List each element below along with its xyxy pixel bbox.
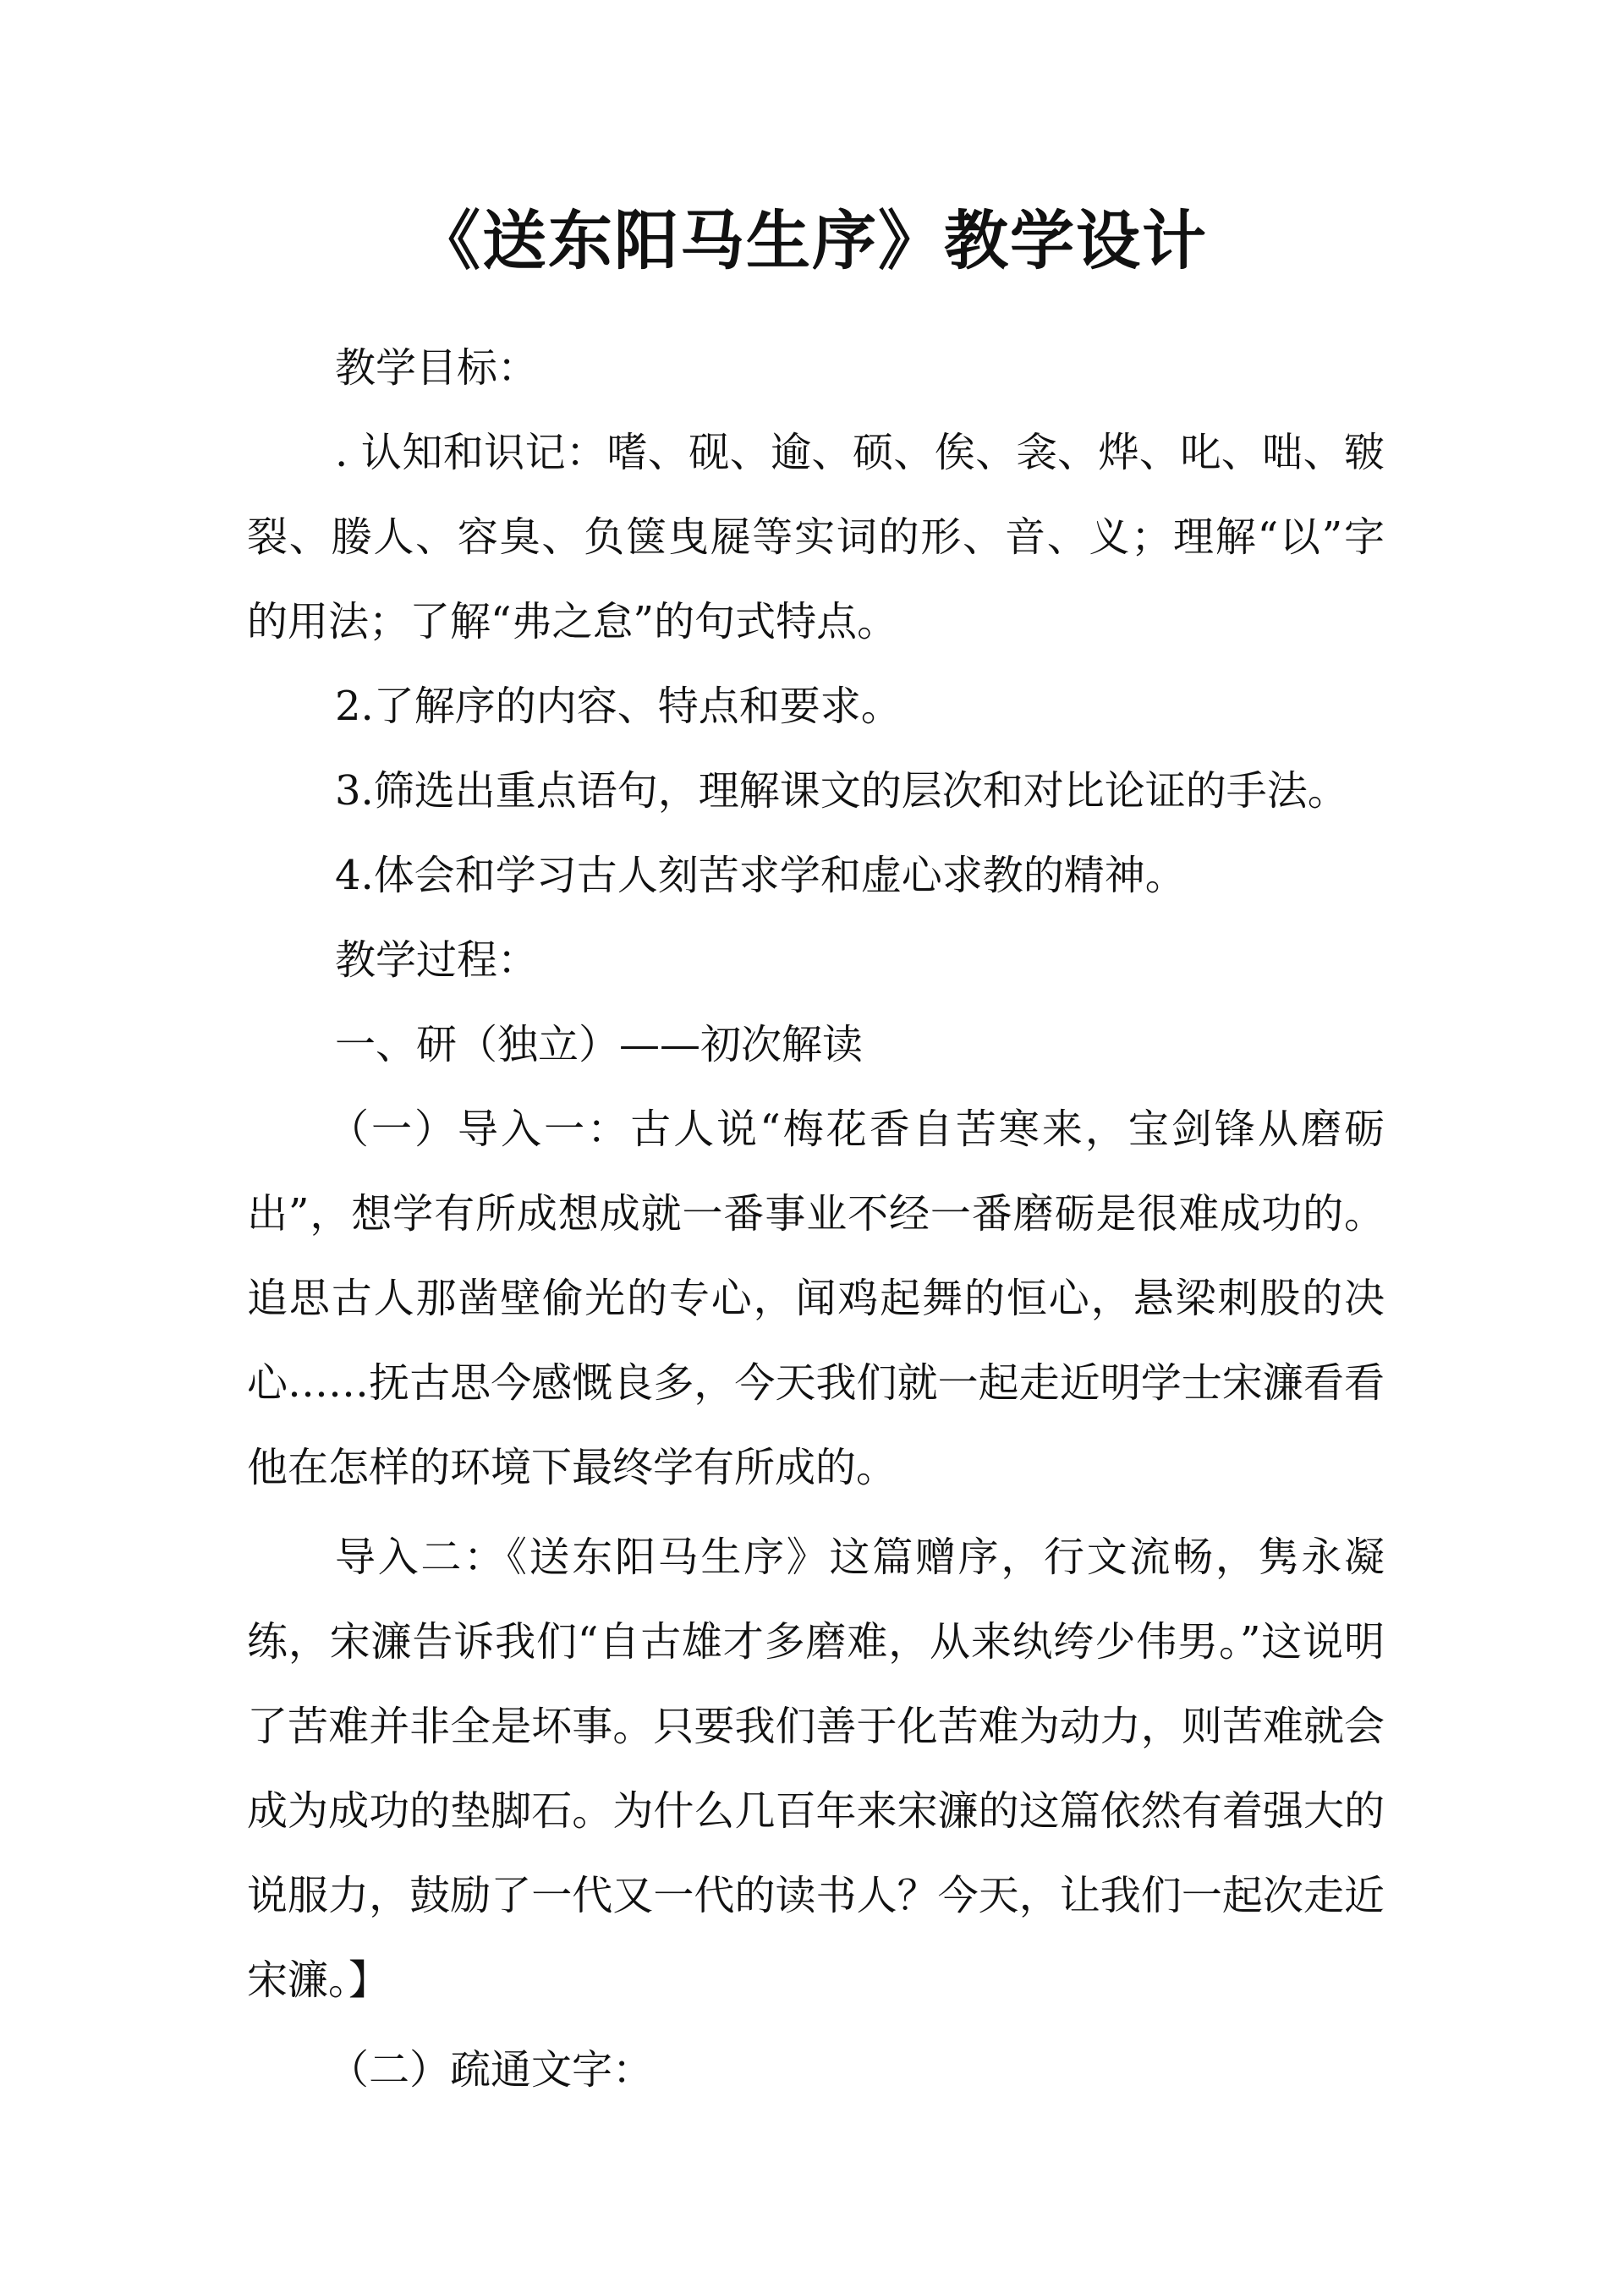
paragraph-section-one-heading: 一、研（独立）——初次解读 xyxy=(335,1021,864,1068)
paragraph-introduction-two: 导入二：《送东阳马生序》这篇赠序，行文流畅，隽永凝练，宋濂告诉我们“自古雄才多磨难，从来纨绔少伟男。”这说明了苦难并非全是坏事。只要我们善于化苦难为动力，则苦难就会成为成功的垫脚石。为什么几百年来宋濂的这篇依然有着强大的说服力，鼓励了一代又一代的读书人？今天，让我们一起次走近宋濂。】 xyxy=(247,1534,1385,2004)
document-body xyxy=(247,326,1385,2112)
paragraph-teaching-goals-heading: 教学目标： xyxy=(335,344,539,392)
paragraph-introduction-one: （一）导入一：古人说“梅花香自苦寒来，宝剑锋从磨砺出”，想学有所成想成就一番事业不经一番磨砺是很难成功的。追思古人那凿壁偷光的专心，闻鸡起舞的恒心，悬梁刺股的决心……抚古思今感慨良多，今天我们就一起走近明学士宋濂看看他在怎样的环境下最终学有所成的。 xyxy=(247,1106,1385,1491)
paragraph-subsection-two-heading: （二）疏通文字： xyxy=(328,2046,654,2094)
paragraph-teaching-process-heading: 教学过程： xyxy=(335,936,539,984)
document-title: 《送东阳马生序》教学设计 xyxy=(416,203,1208,278)
paragraph-goal-2: 2.了解序的内容、特点和要求。 xyxy=(335,683,902,730)
paragraph-goal-1: . 认知和识记：嗜、砚、逾、硕、俟、衾、烨、叱、咄、皲裂、媵人、容臭、负箧曳屣等实词的形、音、义；理解“以”字的用法；了解“弗之怠”的句式特点。 xyxy=(247,429,1385,645)
paragraph-goal-3: 3.筛选出重点语句，理解课文的层次和对比论证的手法。 xyxy=(335,767,1348,815)
paragraph-goal-4: 4.体会和学习古人刻苦求学和虚心求教的精神。 xyxy=(335,852,1186,899)
